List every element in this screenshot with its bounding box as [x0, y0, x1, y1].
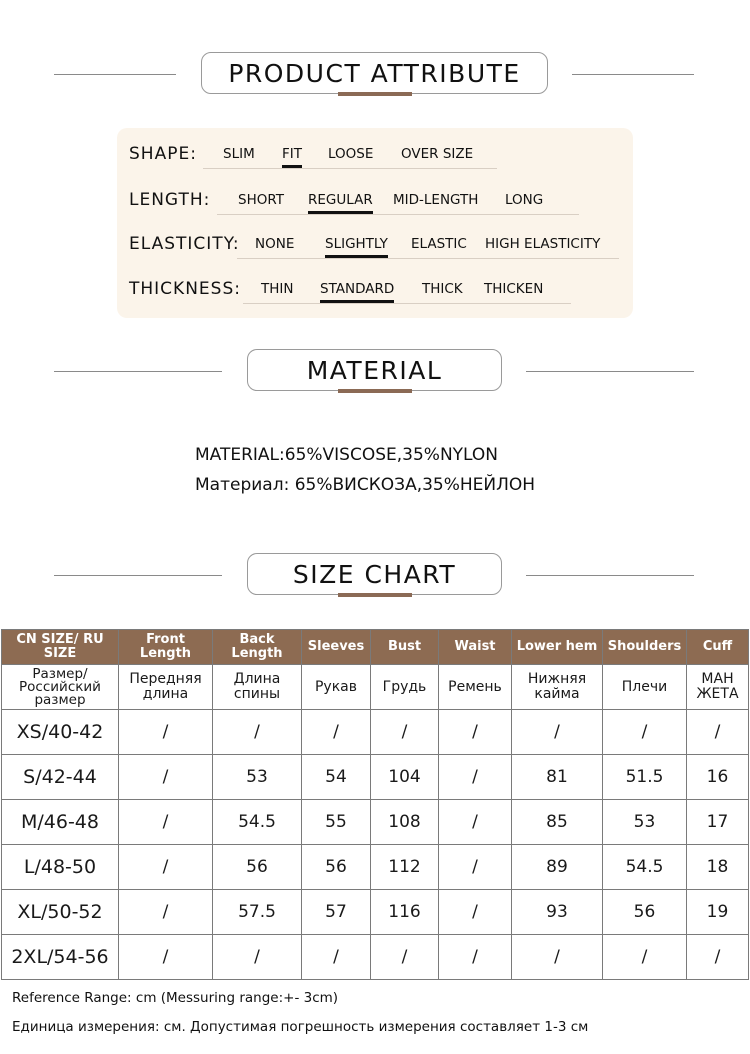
header-cell-ru: МАН ЖЕТА [687, 665, 749, 710]
table-cell: / [302, 710, 371, 755]
table-cell: 18 [687, 845, 749, 890]
attr-label: ELASTICITY: [129, 234, 240, 254]
table-cell: 17 [687, 800, 749, 845]
header-cell: Waist [439, 630, 512, 665]
attr-label: SHAPE: [129, 144, 197, 164]
attr-option: THIN [261, 281, 294, 297]
table-cell: / [302, 935, 371, 980]
size-cell: XL/50-52 [2, 890, 119, 935]
attr-underline [243, 303, 571, 304]
table-cell: 104 [371, 755, 439, 800]
attr-row-thickness [117, 277, 633, 307]
divider-line [526, 371, 694, 372]
header-cell: Front Length [119, 630, 213, 665]
table-cell: / [119, 845, 213, 890]
divider-line [54, 371, 222, 372]
header-cell: Back Length [213, 630, 302, 665]
table-cell: / [439, 755, 512, 800]
table-cell: / [439, 935, 512, 980]
table-cell: 56 [603, 890, 687, 935]
attr-underline [203, 168, 497, 169]
attr-option: OVER SIZE [401, 146, 474, 162]
table-cell: / [371, 710, 439, 755]
divider-line [572, 74, 694, 75]
table-cell: / [371, 935, 439, 980]
size-cell: 2XL/54-56 [2, 935, 119, 980]
attr-option-selected: SLIGHTLY [325, 236, 388, 252]
table-cell: / [512, 710, 603, 755]
header-cell-ru: Длина спины [213, 665, 302, 710]
section-title: MATERIAL [247, 349, 502, 391]
attr-underline [237, 258, 619, 259]
table-cell: / [119, 710, 213, 755]
header-row-english [2, 630, 749, 665]
table-cell: / [687, 935, 749, 980]
table-row [2, 935, 749, 980]
table-row [2, 755, 749, 800]
size-cell: L/48-50 [2, 845, 119, 890]
table-cell: 108 [371, 800, 439, 845]
attr-option-selected: REGULAR [308, 192, 373, 208]
header-cell: Lower hem [512, 630, 603, 665]
table-cell: / [439, 800, 512, 845]
accent-bar [338, 389, 412, 393]
table-cell: 56 [213, 845, 302, 890]
header-row-russian [2, 665, 749, 710]
table-cell: / [439, 890, 512, 935]
table-cell: 53 [603, 800, 687, 845]
table-cell: 57 [302, 890, 371, 935]
table-cell: / [687, 710, 749, 755]
table-cell: 56 [302, 845, 371, 890]
size-cell: XS/40-42 [2, 710, 119, 755]
table-cell: 54.5 [603, 845, 687, 890]
table-cell: / [119, 890, 213, 935]
attr-row-shape [117, 142, 633, 172]
header-cell-ru: Нижняя кайма [512, 665, 603, 710]
header-cell-ru: Грудь [371, 665, 439, 710]
reference-note-russian: Единица измерения: см. Допустимая погрешность измерения составляет 1-3 см [12, 1019, 589, 1035]
accent-bar [338, 92, 412, 96]
attr-label: THICKNESS: [129, 279, 241, 299]
attr-underline [217, 214, 579, 215]
table-cell: 51.5 [603, 755, 687, 800]
table-cell: 112 [371, 845, 439, 890]
attr-option: SHORT [238, 192, 284, 208]
table-cell: / [119, 800, 213, 845]
attr-row-elasticity [117, 232, 633, 262]
table-cell: 93 [512, 890, 603, 935]
table-cell: / [512, 935, 603, 980]
table-cell: 19 [687, 890, 749, 935]
table-cell: / [119, 755, 213, 800]
attr-option-selected: STANDARD [320, 281, 395, 297]
attribute-panel [117, 128, 633, 318]
material-header [0, 349, 750, 395]
table-cell: 81 [512, 755, 603, 800]
table-cell: 16 [687, 755, 749, 800]
header-cell-ru: Плечи [603, 665, 687, 710]
attr-option: HIGH ELASTICITY [485, 236, 601, 252]
header-cell: Shoulders [603, 630, 687, 665]
attr-option: MID-LENGTH [393, 192, 479, 208]
table-cell: 57.5 [213, 890, 302, 935]
material-russian: Материал: 65%ВИСКОЗА,35%НЕЙЛОН [195, 475, 536, 495]
attr-label: LENGTH: [129, 190, 211, 210]
attr-option: LOOSE [328, 146, 374, 162]
table-row [2, 890, 749, 935]
header-cell: Sleeves [302, 630, 371, 665]
attr-row-length [117, 188, 633, 218]
size-chart-header [0, 553, 750, 599]
header-cell: Cuff [687, 630, 749, 665]
size-chart-table [1, 629, 749, 980]
attr-option: THICKEN [484, 281, 544, 297]
size-cell: S/42-44 [2, 755, 119, 800]
table-cell: / [439, 845, 512, 890]
size-cell: M/46-48 [2, 800, 119, 845]
header-cell: Bust [371, 630, 439, 665]
table-cell: / [603, 710, 687, 755]
divider-line [526, 575, 694, 576]
attr-option: LONG [505, 192, 544, 208]
table-cell: 55 [302, 800, 371, 845]
divider-line [54, 575, 222, 576]
table-cell: 89 [512, 845, 603, 890]
table-cell: / [603, 935, 687, 980]
attr-option: SLIM [223, 146, 255, 162]
section-title: SIZE CHART [247, 553, 502, 595]
divider-line [54, 74, 176, 75]
section-title: PRODUCT ATTRIBUTE [201, 52, 548, 94]
table-cell: / [119, 935, 213, 980]
header-cell-ru: Ремень [439, 665, 512, 710]
table-cell: / [439, 710, 512, 755]
table-cell: 54 [302, 755, 371, 800]
header-cell-ru: Передняя длина [119, 665, 213, 710]
accent-bar [338, 593, 412, 597]
table-row [2, 800, 749, 845]
table-cell: 53 [213, 755, 302, 800]
header-cell: CN SIZE/ RU SIZE [2, 630, 119, 665]
table-cell: / [213, 710, 302, 755]
table-cell: 54.5 [213, 800, 302, 845]
attr-option: ELASTIC [411, 236, 467, 252]
table-row [2, 845, 749, 890]
product-attribute-header [0, 52, 750, 98]
table-row [2, 710, 749, 755]
attr-option-selected: FIT [282, 146, 302, 162]
table-cell: / [213, 935, 302, 980]
reference-note-english: Reference Range: cm (Messuring range:+- 3cm) [12, 990, 339, 1006]
material-english: MATERIAL:65%VISCOSE,35%NYLON [195, 445, 499, 465]
table-cell: 116 [371, 890, 439, 935]
attr-option: THICK [422, 281, 463, 297]
header-cell-ru: Рукав [302, 665, 371, 710]
attr-option: NONE [255, 236, 295, 252]
table-cell: 85 [512, 800, 603, 845]
header-cell-ru: Размер/ Российский размер [2, 665, 119, 710]
